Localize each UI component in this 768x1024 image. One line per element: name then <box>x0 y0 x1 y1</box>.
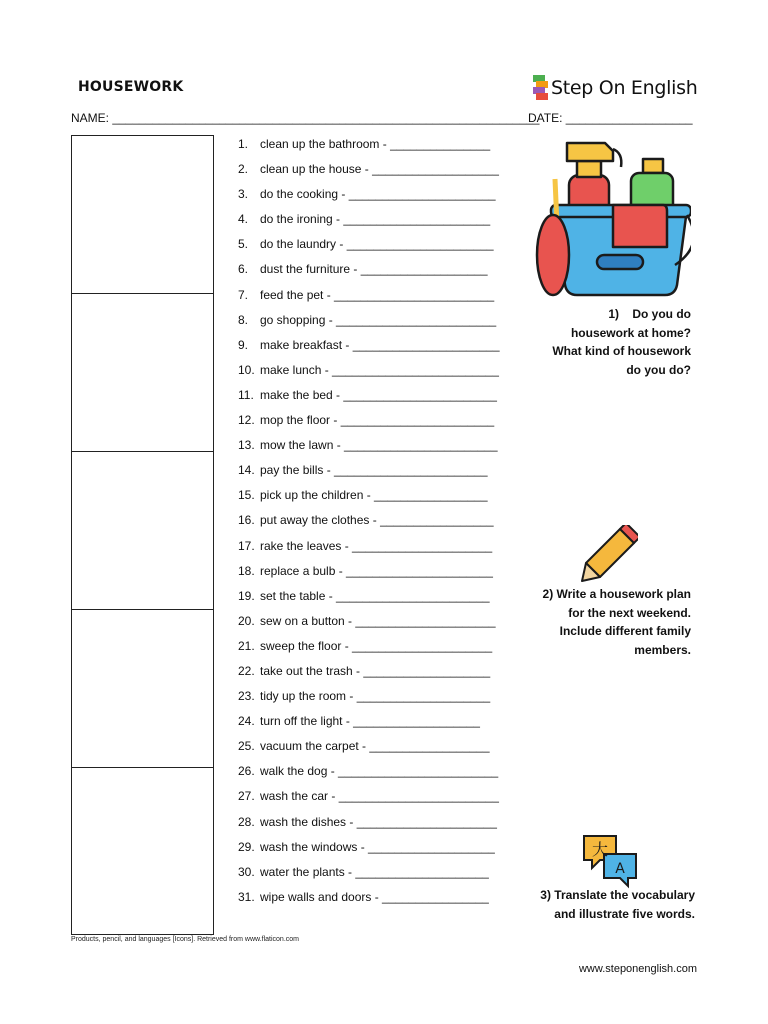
vocab-item <box>238 462 500 487</box>
vocab-item <box>238 287 500 312</box>
vocab-number: 12. <box>238 413 255 428</box>
vocab-number: 24. <box>238 714 255 729</box>
website-footer: www.steponenglish.com <box>578 963 697 975</box>
vocab-text[interactable]: do the cooking - ______________________ <box>260 187 496 202</box>
vocab-number: 6. <box>238 262 249 277</box>
vocab-item <box>238 588 500 613</box>
vocab-number: 28. <box>238 814 255 829</box>
vocab-item <box>238 211 500 236</box>
vocab-text[interactable]: pick up the children - _________________ <box>260 488 488 503</box>
name-field[interactable]: NAME: ________________________________________________________________ <box>71 111 540 125</box>
vocab-item <box>238 261 500 286</box>
vocab-number: 20. <box>238 613 255 628</box>
brand-logo <box>533 74 697 102</box>
vocab-text[interactable]: sew on a button - _____________________ <box>260 613 496 628</box>
vocab-item <box>238 312 500 337</box>
vocab-text[interactable]: mop the floor - _______________________ <box>260 413 495 428</box>
question-2-line-3: Include different family <box>559 624 691 638</box>
vocab-text[interactable]: go shopping - ________________________ <box>260 312 497 327</box>
vocab-number: 26. <box>238 764 255 779</box>
language-glyph-latin: A <box>615 861 625 877</box>
vocab-number: 30. <box>238 864 255 879</box>
vocab-item <box>238 788 500 813</box>
question-3-line-1: 3) Translate the vocabulary <box>540 888 695 902</box>
vocab-text[interactable]: put away the clothes - _________________ <box>260 513 494 528</box>
vocab-item <box>238 236 500 261</box>
vocab-number: 7. <box>238 287 249 302</box>
vocab-item <box>238 688 500 713</box>
vocab-number: 4. <box>238 212 249 227</box>
vocab-text[interactable]: wash the windows - ___________________ <box>260 839 495 854</box>
vocab-item <box>238 613 500 638</box>
vocab-number: 11. <box>238 387 254 402</box>
illustration-box-5[interactable] <box>72 768 213 930</box>
vocab-number: 14. <box>238 463 255 478</box>
vocab-number: 19. <box>238 588 255 603</box>
illustration-box-4[interactable] <box>72 610 213 768</box>
vocab-text[interactable]: dust the furniture - ___________________ <box>260 262 488 277</box>
vocab-text[interactable]: walk the dog - ________________________ <box>260 764 499 779</box>
vocab-text[interactable]: make lunch - _________________________ <box>260 362 499 377</box>
vocab-text[interactable]: water the plants - ____________________ <box>260 864 489 879</box>
vocab-item <box>238 487 500 512</box>
illustration-box-3[interactable] <box>72 452 213 610</box>
vocab-text[interactable]: vacuum the carpet - __________________ <box>260 739 490 754</box>
vocab-text[interactable]: do the ironing - ______________________ <box>260 212 491 227</box>
date-field[interactable]: DATE: ___________________ <box>528 111 693 125</box>
brand-name: Step On English <box>551 77 698 99</box>
vocab-item <box>238 839 500 864</box>
vocab-number: 2. <box>238 162 249 177</box>
vocab-text[interactable]: pay the bills - _______________________ <box>260 463 488 478</box>
vocab-number: 31. <box>238 889 255 904</box>
vocab-text[interactable]: tidy up the room - ____________________ <box>260 689 491 704</box>
vocab-item <box>238 412 500 437</box>
question-1-line-1: 1) Do you do <box>608 307 691 321</box>
question-1-line-3: What kind of housework <box>552 344 691 358</box>
vocab-text[interactable]: make breakfast - ______________________ <box>260 337 500 352</box>
question-1 <box>531 305 691 379</box>
vocab-number: 29. <box>238 839 255 854</box>
vocab-text[interactable]: rake the leaves - _____________________ <box>260 538 493 553</box>
vocab-item <box>238 889 500 914</box>
vocab-number: 18. <box>238 563 255 578</box>
question-2 <box>521 585 691 659</box>
vocab-item <box>238 512 500 537</box>
languages-icon <box>580 830 640 890</box>
worksheet-title: HOUSEWORK <box>78 79 184 95</box>
vocab-number: 25. <box>238 739 255 754</box>
icon-credit: Products, pencil, and languages [Icons]. Retrieved from www.flaticon.com <box>71 936 299 943</box>
cleaning-bucket-icon <box>527 135 691 301</box>
vocab-text[interactable]: mow the lawn - _______________________ <box>260 438 498 453</box>
question-2-line-1: 2) Write a housework plan <box>542 587 691 601</box>
vocab-item <box>238 713 500 738</box>
vocab-number: 8. <box>238 312 249 327</box>
vocab-text[interactable]: make the bed - _______________________ <box>260 387 497 402</box>
vocab-item <box>238 161 500 186</box>
vocab-number: 17. <box>238 538 255 553</box>
vocab-number: 21. <box>238 638 255 653</box>
vocab-item <box>238 437 500 462</box>
vocab-text[interactable]: take out the trash - ___________________ <box>260 663 491 678</box>
vocab-item <box>238 763 500 788</box>
vocab-number: 22. <box>238 663 255 678</box>
vocab-number: 27. <box>238 789 255 804</box>
vocab-item <box>238 864 500 889</box>
vocab-number: 23. <box>238 689 255 704</box>
vocab-item <box>238 638 500 663</box>
pencil-icon <box>580 525 638 583</box>
question-2-line-2: for the next weekend. <box>568 605 691 620</box>
vocab-item <box>238 337 500 362</box>
vocab-item <box>238 563 500 588</box>
question-2-line-4: members. <box>634 642 691 657</box>
vocab-text[interactable]: do the laundry - ______________________ <box>260 237 494 252</box>
vocab-item <box>238 814 500 839</box>
vocab-text[interactable]: turn off the light - ___________________ <box>260 714 480 729</box>
vocab-text[interactable]: wash the dishes - _____________________ <box>260 814 497 829</box>
logo-mark-icon <box>533 75 547 101</box>
vocab-item <box>238 136 500 161</box>
vocab-number: 3. <box>238 187 249 202</box>
vocab-text[interactable]: feed the pet - ________________________ <box>260 287 495 302</box>
question-3 <box>520 886 695 923</box>
vocab-item <box>238 387 500 412</box>
illustration-box-1[interactable] <box>72 136 213 294</box>
vocab-number: 10. <box>238 362 255 377</box>
vocab-item <box>238 186 500 211</box>
vocab-text[interactable]: wash the car - ________________________ <box>260 789 499 804</box>
vocab-number: 16. <box>238 513 255 528</box>
vocab-text[interactable]: clean up the bathroom - _______________ <box>260 137 491 151</box>
vocab-text[interactable]: sweep the floor - _____________________ <box>260 638 493 653</box>
vocab-item <box>238 362 500 387</box>
illustration-boxes <box>71 135 214 935</box>
vocab-number: 1. <box>238 137 249 151</box>
vocab-item <box>238 538 500 563</box>
vocab-text[interactable]: clean up the house - ___________________ <box>260 162 499 177</box>
question-3-line-2: and illustrate five words. <box>554 906 695 921</box>
illustration-box-2[interactable] <box>72 294 213 452</box>
vocab-text[interactable]: wipe walls and doors - ________________ <box>260 889 489 904</box>
question-1-line-2: housework at home? <box>570 325 691 340</box>
vocab-number: 13. <box>238 438 255 453</box>
vocab-text[interactable]: replace a bulb - ______________________ <box>260 563 493 578</box>
language-glyph-chinese: 大 <box>591 840 609 859</box>
vocab-number: 9. <box>238 337 249 352</box>
vocab-text[interactable]: set the table - _______________________ <box>260 588 490 603</box>
vocab-number: 5. <box>238 237 249 252</box>
question-1-line-4: do you do? <box>626 362 691 377</box>
vocab-number: 15. <box>238 488 255 503</box>
vocab-item <box>238 738 500 763</box>
vocab-item <box>238 663 500 688</box>
vocabulary-list <box>238 136 500 914</box>
